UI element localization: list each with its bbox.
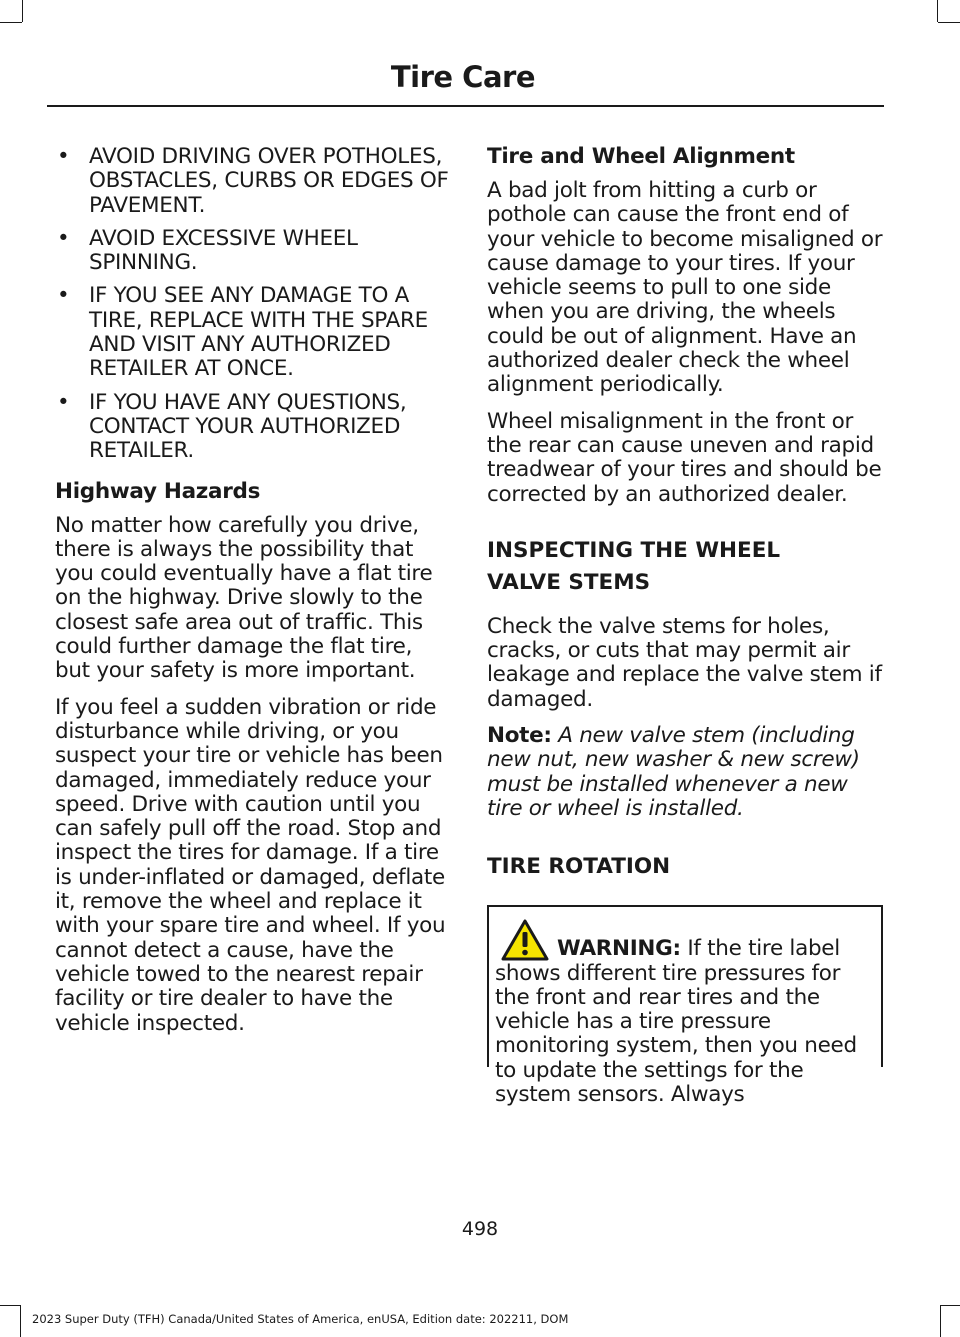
valve-stems-paragraph: Check the valve stems for holes, cracks, or cuts that may permit air leakage and replace the valve stem if damaged. [487, 613, 882, 712]
warning-triangle-icon [501, 919, 549, 961]
highway-hazards-heading: Highway Hazards [55, 478, 261, 504]
footer-edition-info: 2023 Super Duty (TFH) Canada/United States of America, enUSA, Edition date: 202211, DOM [32, 1312, 569, 1326]
crop-mark [937, 0, 938, 22]
alignment-heading: Tire and Wheel Alignment [487, 144, 795, 169]
bullet-icon: • [57, 144, 70, 169]
valve-stems-section-title: INSPECTING THE WHEEL VALVE STEMS [487, 537, 781, 595]
vibration-paragraph: If you feel a sudden vibration or ride disturbance while driving, or you suspect your tire or vehicle has been damaged, immediately reduce your speed. Drive with caution until you can safely pull off the road. Stop and inspect the tires for damage. If a tire is under-inflated or damaged, deflate it, remove the wheel and replace it with your spare tire and wheel. If you cannot detect a cause, have the vehicle towed to the nearest repair facility or tire dealer to have the vehicle inspected. [55, 694, 446, 1036]
crop-mark [938, 22, 960, 23]
alignment-paragraph: A bad jolt from hitting a curb or pothole can cause the front end of your vehicle to become misaligned or cause damage to your tires. If your vehicle seems to pull to one side when you are driving, the wheels could be out of alignment. Have an authorized dealer check the wheel alignment periodically. [487, 178, 883, 398]
list-item: • AVOID EXCESSIVE WHEEL SPINNING. [57, 225, 358, 276]
bullet-icon: • [57, 283, 70, 309]
bullet-icon: • [57, 389, 70, 415]
page-number: 498 [461, 1218, 499, 1240]
bullet-icon: • [57, 225, 70, 251]
warning-label: WARNING: [557, 936, 681, 962]
caution-list [55, 145, 450, 464]
crop-mark [22, 0, 23, 22]
list-item: • AVOID DRIVING OVER POTHOLES, OBSTACLES, CURBS OR EDGES OF PAVEMENT. [57, 144, 449, 218]
warning-text: If the tire label shows different tire pressures for the front and rear tires and the vehicle has a tire pressure monitoring system, then you need to update the settings for the system sensors. Always [495, 936, 857, 1108]
crop-mark [940, 1305, 960, 1306]
highway-hazards-paragraph: No matter how carefully you drive, there is always the possibility that you could eventually have a flat tire on the highway. Drive slowly to the closest safe area out of traffic. This could further damage the flat tire, but your safety is more important. [55, 512, 433, 684]
valve-stem-note [487, 724, 883, 821]
tire-rotation-section-title: TIRE ROTATION [487, 854, 671, 880]
crop-mark [20, 1305, 21, 1337]
note-label: Note: [487, 723, 552, 749]
crop-mark [940, 1305, 941, 1337]
list-item: • IF YOU SEE ANY DAMAGE TO A TIRE, REPLACE WITH THE SPARE AND VISIT ANY AUTHORIZED RETAILER AT ONCE. [57, 283, 428, 382]
header-divider [47, 105, 884, 107]
misalignment-paragraph: Wheel misalignment in the front or the rear can cause uneven and rapid treadwear of your tires and should be corrected by an authorized dealer. [487, 408, 882, 507]
right-column [487, 144, 883, 1108]
left-column [55, 145, 450, 1048]
list-item: • IF YOU HAVE ANY QUESTIONS, CONTACT YOUR AUTHORIZED RETAILER. [57, 389, 407, 464]
warning-box [487, 905, 883, 1108]
crop-mark [0, 1305, 20, 1306]
page-title: Tire Care [390, 60, 535, 94]
crop-mark [0, 22, 22, 23]
note-text: A new valve stem (including new nut, new washer & new screw) must be installed whenever a new tire or wheel is installed. [487, 723, 860, 821]
